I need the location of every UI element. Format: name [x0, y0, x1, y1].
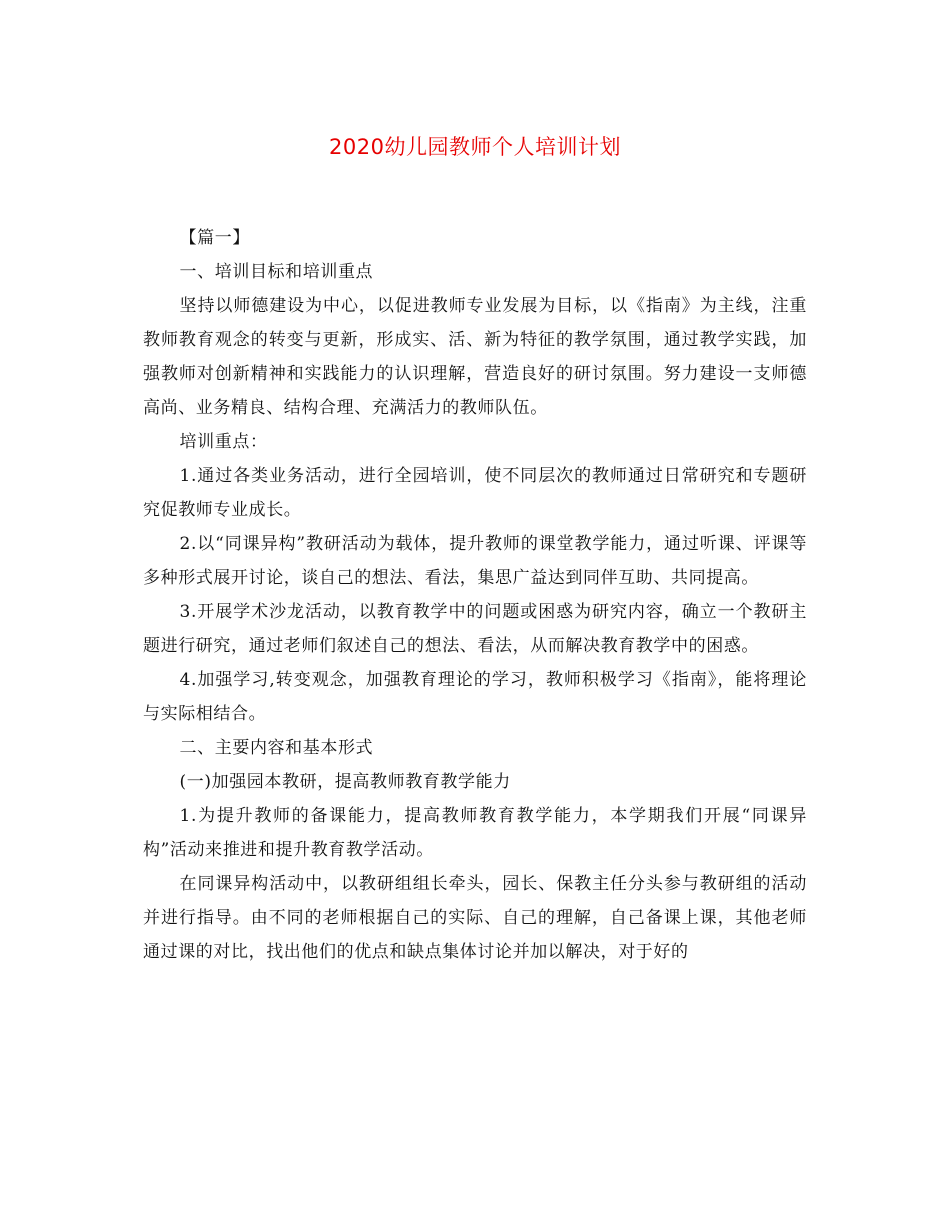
paragraph-goals: 坚持以师德建设为中心，以促进教师专业发展为目标，以《指南》为主线，注重教师教育观念的转变与更新，形成实、活、新为特征的教学氛围，通过教学实践，加强教师对创新精神和实践能力的认识理解，营造良好的研讨氛围。努力建设一支师德高尚、业务精良、结构合理、充满活力的教师队伍。: [143, 296, 807, 418]
list-item-3: 3.开展学术沙龙活动，以教育教学中的问题或困惑为研究内容，确立一个教研主题进行研究，通过老师们叙述自己的想法、看法，从而解决教育教学中的困惑。: [143, 602, 807, 656]
section-heading-part-one: 【篇一】: [179, 228, 250, 248]
heading-main-content: 二、主要内容和基本形式: [179, 738, 374, 758]
paragraph-activity-details: 在同课异构活动中，以教研组组长牵头，园长、保教主任分头参与教研组的活动并进行指导。由不同的老师根据自己的实际、自己的理解，自己备课上课，其他老师通过课的对比，找出他们的优点和缺点集体讨论并加以解决，对于好的: [143, 874, 807, 962]
paragraph-lesson-prep: 1.为提升教师的备课能力，提高教师教育教学能力，本学期我们开展“同课异构”活动来推进和提升教育教学活动。: [143, 806, 807, 860]
list-item-2: 2.以“同课异构”教研活动为载体，提升教师的课堂教学能力，通过听课、评课等多种形式展开讨论，谈自己的想法、看法，集思广益达到同伴互助、共同提高。: [143, 534, 807, 588]
list-item-1: 1.通过各类业务活动，进行全园培训，使不同层次的教师通过日常研究和专题研究促教师专业成长。: [143, 466, 807, 520]
subheading-school-research: (一)加强园本教研，提高教师教育教学能力: [179, 772, 511, 792]
heading-goals-and-focus: 一、培训目标和培训重点: [179, 262, 374, 282]
heading-training-focus: 培训重点：: [179, 432, 268, 452]
document-title: 2020幼儿园教师个人培训计划: [329, 135, 621, 159]
list-item-4: 4.加强学习,转变观念，加强教育理论的学习，教师积极学习《指南》，能将理论与实际相结合。: [143, 670, 807, 724]
document-body: [143, 221, 807, 969]
